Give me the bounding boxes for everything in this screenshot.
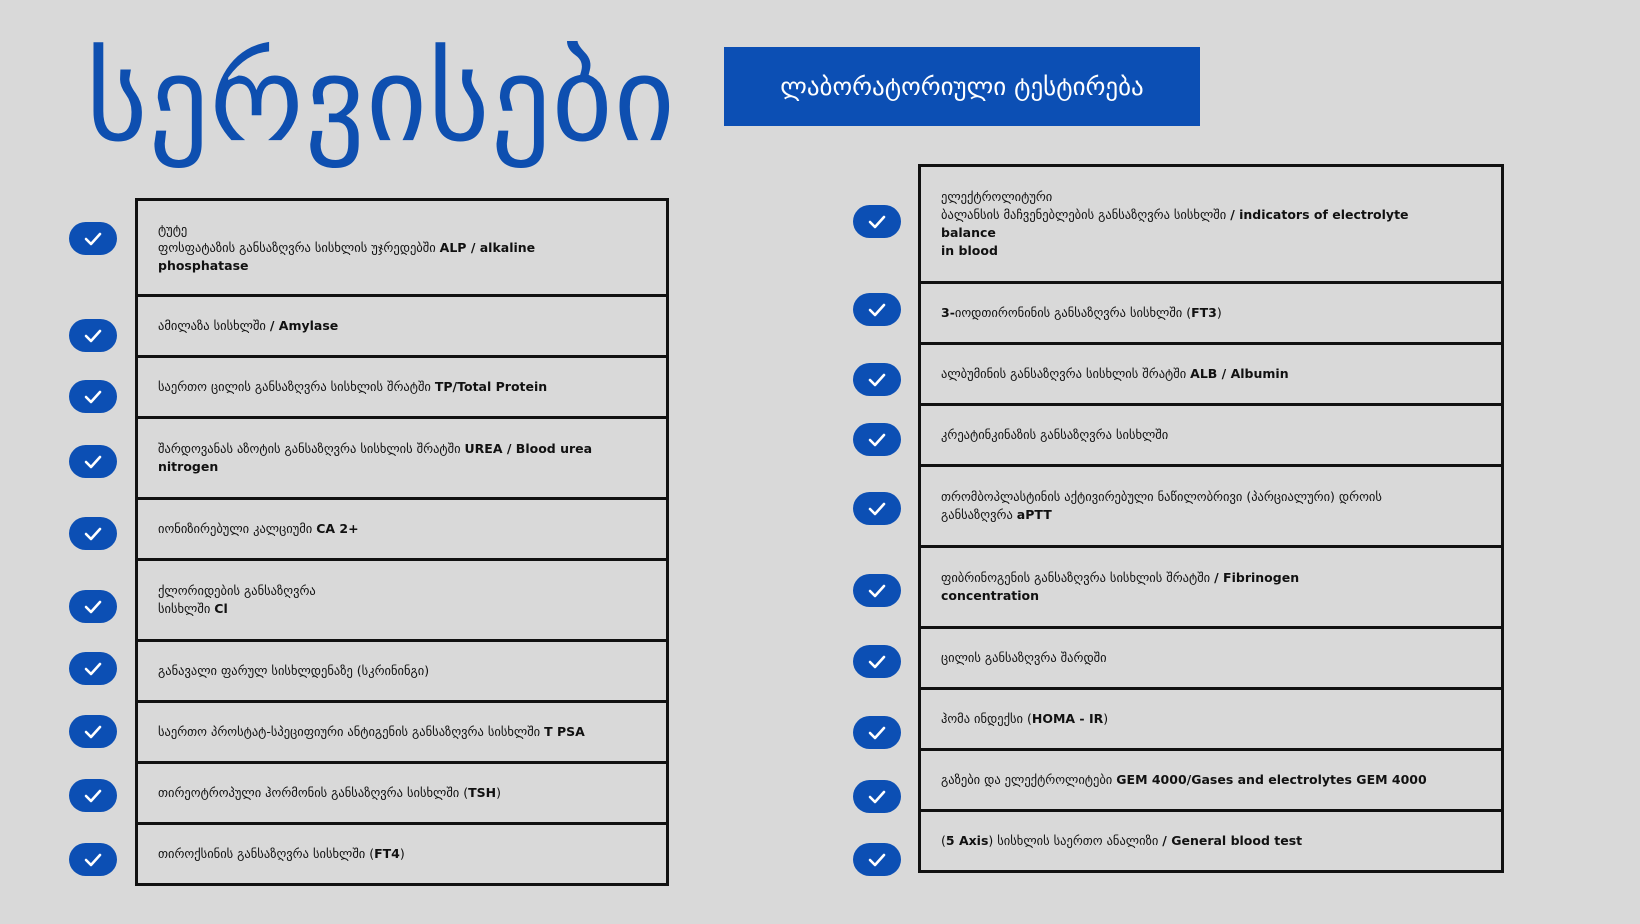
service-text [158, 582, 316, 618]
service-text [941, 771, 1427, 789]
service-label-text: ) [1103, 711, 1109, 726]
service-text [941, 188, 1409, 260]
service-item [135, 355, 669, 419]
check-icon [853, 363, 901, 396]
service-item [135, 416, 669, 500]
service-label-text: განავალი ფარულ სისხლდენაზე (სკრინინგი) [158, 663, 430, 678]
service-text [941, 649, 1107, 667]
service-label-text: ფიბრინოგენის განსაზღვრა სისხლის შრატში [941, 570, 1215, 585]
service-text [941, 304, 1222, 322]
service-label-text: ჰომა ინდექსი ( [941, 711, 1032, 726]
service-item [135, 198, 669, 297]
service-label-bold: CA 2+ [316, 521, 359, 536]
service-label-bold: FT3 [1191, 305, 1217, 320]
service-label-text: ( [941, 833, 946, 848]
check-icon [69, 590, 117, 623]
service-label-text: შარდოვანას აზოტის განსაზღვრა სისხლის შრატში [158, 441, 465, 456]
service-label-text: ცილის განსაზღვრა შარდში [941, 650, 1107, 665]
check-icon [69, 652, 117, 685]
service-text [158, 662, 429, 680]
service-text [158, 845, 405, 863]
service-label-text: ტუტე ფოსფატაზის განსაზღვრა სისხლის უჯრედებში [158, 221, 436, 255]
service-item [918, 809, 1504, 873]
check-icon [69, 715, 117, 748]
check-icon [853, 645, 901, 678]
service-label-bold: / General blood test [1162, 833, 1303, 848]
check-icon [853, 574, 901, 607]
service-label-text: ) [1216, 305, 1222, 320]
check-icon [853, 843, 901, 876]
service-label-text: ) [399, 846, 405, 861]
service-label-bold: ALP / alkaline phosphatase [158, 239, 536, 273]
left-services-list [135, 198, 669, 886]
service-label-text: საერთო პროსტატ-სპეციფიური ანტიგენის განსაზღვრა სისხლში [158, 724, 545, 739]
check-icon [853, 780, 901, 813]
service-label-bold: HOMA - IR [1031, 711, 1104, 726]
service-label-text: საერთო ცილის განსაზღვრა სისხლის შრატში [158, 379, 435, 394]
check-icon [69, 779, 117, 812]
service-item [918, 164, 1504, 284]
service-text [941, 488, 1382, 524]
service-item [135, 822, 669, 886]
service-label-text: ელექტროლიტური ბალანსის მაჩვენებლების განსაზღვრა სისხლში [941, 189, 1227, 222]
service-text [158, 784, 501, 802]
service-label-bold: Cl [214, 601, 228, 616]
service-label-bold: UREA / Blood urea nitrogen [158, 441, 593, 474]
service-item [918, 687, 1504, 751]
service-label-bold: 5 Axis [945, 833, 989, 848]
service-item [918, 748, 1504, 812]
service-label-bold: 3- [941, 305, 955, 320]
service-text [158, 221, 535, 275]
service-label-bold: ALB / Albumin [1190, 366, 1289, 381]
service-label-bold: TSH [468, 785, 497, 800]
service-label-bold: / indicators of electrolyte balance in blood [941, 207, 1409, 258]
check-icon [853, 293, 901, 326]
check-icon [69, 222, 117, 255]
service-item [918, 342, 1504, 406]
service-text [941, 365, 1289, 383]
service-text [158, 520, 359, 538]
service-text [158, 317, 338, 335]
service-text [941, 426, 1168, 444]
service-item [135, 761, 669, 825]
service-text [158, 440, 592, 476]
service-item [135, 639, 669, 703]
service-text [158, 378, 547, 396]
service-label-text: იოდთირონინის განსაზღვრა სისხლში ( [954, 305, 1192, 320]
service-label-bold: T PSA [544, 724, 585, 739]
service-label-text: თირეოტროპული ჰორმონის განსაზღვრა სისხლში ( [158, 785, 469, 800]
page-title: სერვისები [86, 30, 676, 168]
right-services-list [918, 164, 1504, 873]
check-icon [69, 445, 117, 478]
service-label-text: ალბუმინის განსაზღვრა სისხლის შრატში [941, 366, 1191, 381]
section-banner: ლაბორატორიული ტესტირება [724, 47, 1200, 126]
service-label-text: თიროქსინის განსაზღვრა სისხლში ( [158, 846, 375, 861]
service-label-text: ქლორიდების განსაზღვრა სისხლში [158, 583, 316, 616]
check-icon [853, 492, 901, 525]
service-item [918, 281, 1504, 345]
check-icon [853, 423, 901, 456]
check-icon [853, 716, 901, 749]
service-label-text: კრეატინკინაზის განსაზღვრა სისხლში [941, 427, 1169, 442]
service-text [941, 832, 1302, 850]
service-item [918, 464, 1504, 548]
service-item [135, 497, 669, 561]
service-item [918, 626, 1504, 690]
service-item [135, 700, 669, 764]
check-icon [853, 205, 901, 238]
service-item [135, 294, 669, 358]
service-item [918, 545, 1504, 629]
service-label-text: თრომბოპლასტინის აქტივირებული ნაწილობრივი (პარციალური) დროის განსაზღვრა [941, 489, 1382, 522]
service-label-bold: aPTT [1016, 507, 1052, 522]
check-icon [69, 843, 117, 876]
service-label-bold: TP/Total Protein [434, 379, 548, 394]
service-label-bold: FT4 [374, 846, 400, 861]
service-label-text: ამილაზა სისხლში [158, 318, 270, 333]
service-label-bold: / Amylase [269, 318, 339, 333]
service-item [135, 558, 669, 642]
service-label-bold: / Fibrinogen concentration [941, 570, 1300, 603]
service-text [941, 569, 1299, 605]
service-text [941, 710, 1108, 728]
check-icon [69, 517, 117, 550]
service-label-text: იონიზირებული კალციუმი [158, 521, 317, 536]
service-text [158, 723, 585, 741]
service-label-text: ) [496, 785, 501, 800]
check-icon [69, 319, 117, 352]
check-icon [69, 380, 117, 413]
service-label-bold: GEM 4000/Gases and electrolytes GEM 4000 [1116, 772, 1427, 787]
service-label-text: გაზები და ელექტროლიტები [941, 772, 1117, 787]
service-label-text: ) სისხლის საერთო ანალიზი [988, 833, 1163, 848]
service-item [918, 403, 1504, 467]
